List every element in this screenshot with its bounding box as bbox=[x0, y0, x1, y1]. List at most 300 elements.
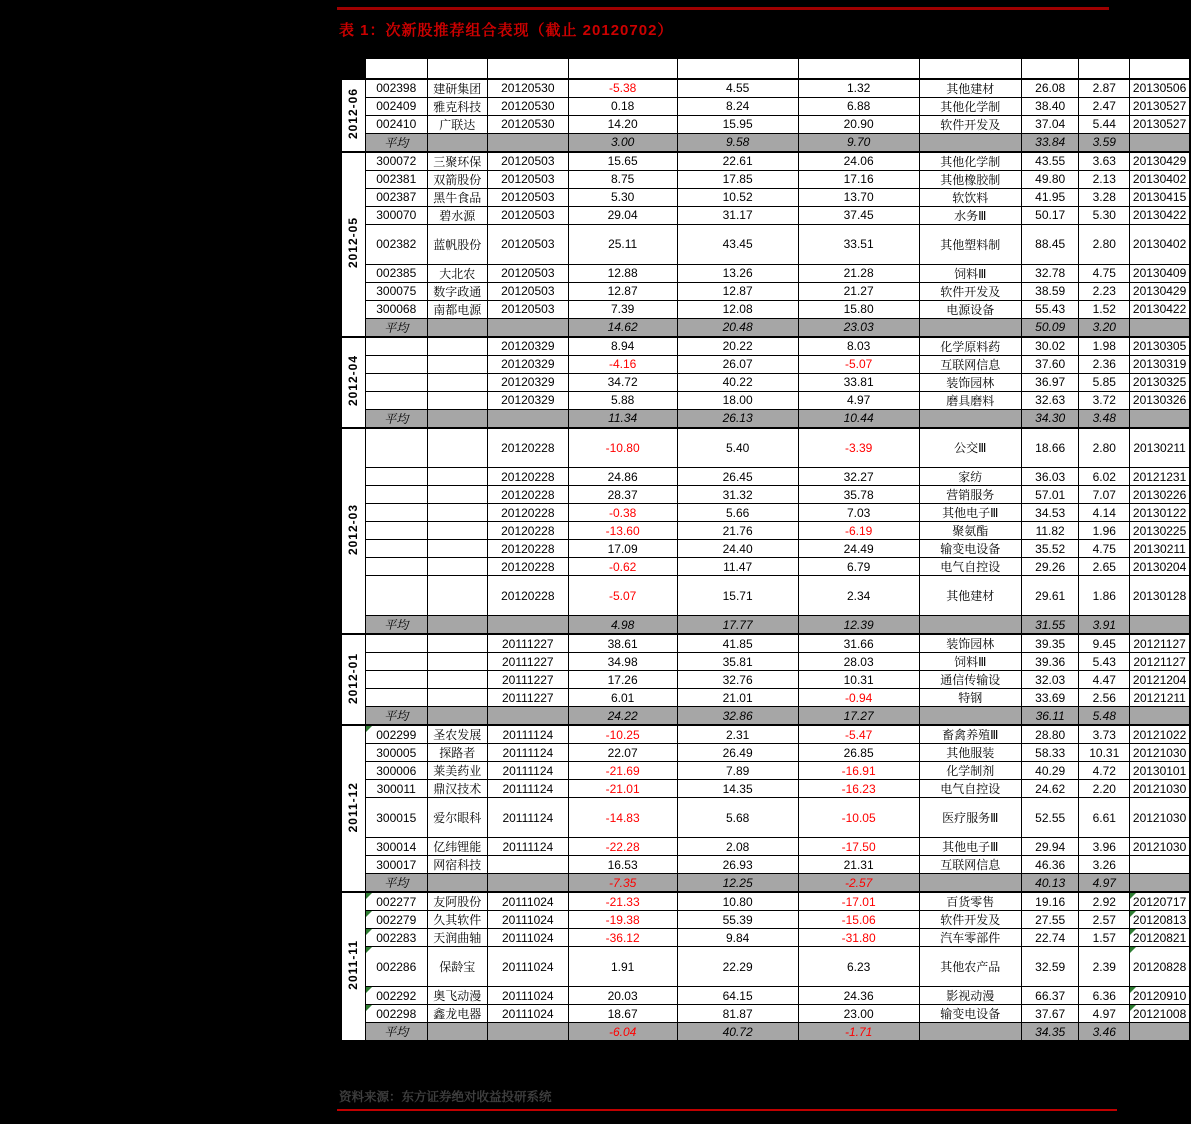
cell-pb: 1.52 bbox=[1079, 300, 1130, 318]
cell-pb: 6.36 bbox=[1079, 987, 1130, 1005]
cell-unlock: 20121030 bbox=[1130, 780, 1190, 798]
cell-max-chg: 2.08 bbox=[677, 838, 798, 856]
avg-chg: 14.62 bbox=[568, 318, 677, 337]
cell-code bbox=[365, 540, 427, 558]
cell-code: 002381 bbox=[365, 170, 427, 188]
cell-chg: 17.09 bbox=[568, 540, 677, 558]
cell-industry: 软件开发及 bbox=[919, 911, 1021, 929]
avg-industry bbox=[919, 1023, 1021, 1042]
avg-chg: 4.98 bbox=[568, 616, 677, 635]
cell-unlock: 20121030 bbox=[1130, 744, 1190, 762]
avg-excess: -2.57 bbox=[798, 874, 919, 893]
bottom-divider bbox=[337, 1109, 1117, 1111]
cell-chg: 18.67 bbox=[568, 1005, 677, 1023]
avg-name bbox=[427, 1023, 487, 1042]
cell-code bbox=[365, 373, 427, 391]
avg-excess: -1.71 bbox=[798, 1023, 919, 1042]
cell-name bbox=[427, 576, 487, 616]
cell-max-chg: 10.52 bbox=[677, 188, 798, 206]
cell-name: 奥飞动漫 bbox=[427, 987, 487, 1005]
cell-pb: 3.73 bbox=[1079, 725, 1130, 744]
cell-excess: -17.50 bbox=[798, 838, 919, 856]
table-row bbox=[341, 653, 1190, 671]
cell-excess: 32.27 bbox=[798, 468, 919, 486]
avg-industry bbox=[919, 409, 1021, 428]
cell-excess: 28.03 bbox=[798, 653, 919, 671]
cell-pe: 57.01 bbox=[1021, 486, 1078, 504]
cell-unlock: 20130226 bbox=[1130, 486, 1190, 504]
avg-rec-date bbox=[487, 616, 568, 635]
cell-industry: 其他服装 bbox=[919, 744, 1021, 762]
cell-rec-date: 20120503 bbox=[487, 264, 568, 282]
cell-rec-date: 20111124 bbox=[487, 780, 568, 798]
cell-rec-date: 20120228 bbox=[487, 576, 568, 616]
cell-chg: 29.04 bbox=[568, 206, 677, 224]
cell-name bbox=[427, 428, 487, 468]
table-row bbox=[341, 486, 1190, 504]
cell-max-chg: 26.45 bbox=[677, 468, 798, 486]
cell-rec-date: 20120503 bbox=[487, 152, 568, 171]
month-label: 2012-06 bbox=[341, 79, 365, 152]
average-row bbox=[341, 133, 1190, 152]
col-header-name: 简称 bbox=[427, 58, 487, 79]
avg-code: 平均 bbox=[365, 874, 427, 893]
cell-unlock: 20130415 bbox=[1130, 188, 1190, 206]
cell-industry: 通信传输设 bbox=[919, 671, 1021, 689]
cell-chg: 12.87 bbox=[568, 282, 677, 300]
cell-code: 002382 bbox=[365, 224, 427, 264]
cell-rec-date: 20120503 bbox=[487, 170, 568, 188]
cell-pe: 30.02 bbox=[1021, 337, 1078, 356]
cell-name: 雅克科技 bbox=[427, 97, 487, 115]
avg-industry bbox=[919, 133, 1021, 152]
cell-name bbox=[427, 689, 487, 707]
cell-pe: 88.45 bbox=[1021, 224, 1078, 264]
cell-pe: 32.03 bbox=[1021, 671, 1078, 689]
cell-industry: 其他电子Ⅲ bbox=[919, 504, 1021, 522]
col-header-code: 交易代码 bbox=[365, 58, 427, 79]
table-row bbox=[341, 282, 1190, 300]
cell-rec-date: 20120503 bbox=[487, 206, 568, 224]
avg-code: 平均 bbox=[365, 318, 427, 337]
cell-pe: 40.29 bbox=[1021, 762, 1078, 780]
cell-excess: 6.88 bbox=[798, 97, 919, 115]
cell-pb: 5.43 bbox=[1079, 653, 1130, 671]
cell-unlock: 20121127 bbox=[1130, 634, 1190, 653]
cell-name bbox=[427, 486, 487, 504]
cell-excess: 8.03 bbox=[798, 337, 919, 356]
cell-excess: 1.32 bbox=[798, 79, 919, 98]
table-row bbox=[341, 671, 1190, 689]
cell-unlock: 20120717 bbox=[1130, 892, 1190, 911]
avg-max-chg: 9.58 bbox=[677, 133, 798, 152]
cell-rec-date: 20111024 bbox=[487, 987, 568, 1005]
cell-chg: 14.20 bbox=[568, 115, 677, 133]
avg-rec-date bbox=[487, 409, 568, 428]
cell-name: 大北农 bbox=[427, 264, 487, 282]
cell-industry: 其他橡胶制 bbox=[919, 170, 1021, 188]
table-row bbox=[341, 558, 1190, 576]
cell-chg: 5.88 bbox=[568, 391, 677, 409]
cell-max-chg: 31.32 bbox=[677, 486, 798, 504]
cell-industry: 其他塑料制 bbox=[919, 224, 1021, 264]
month-label: 2012-05 bbox=[341, 152, 365, 337]
cell-code: 300006 bbox=[365, 762, 427, 780]
avg-pb: 5.48 bbox=[1079, 707, 1130, 726]
cell-name: 爱尔眼科 bbox=[427, 798, 487, 838]
cell-rec-date: 20111024 bbox=[487, 911, 568, 929]
cell-pb: 10.31 bbox=[1079, 744, 1130, 762]
cell-name bbox=[427, 558, 487, 576]
cell-industry: 电气自控设 bbox=[919, 780, 1021, 798]
avg-industry bbox=[919, 707, 1021, 726]
cell-code: 300017 bbox=[365, 856, 427, 874]
cell-pe: 33.69 bbox=[1021, 689, 1078, 707]
cell-excess: -31.80 bbox=[798, 929, 919, 947]
cell-name: 网宿科技 bbox=[427, 856, 487, 874]
cell-chg: -21.69 bbox=[568, 762, 677, 780]
avg-max-chg: 12.25 bbox=[677, 874, 798, 893]
average-row bbox=[341, 616, 1190, 635]
cell-pe: 27.55 bbox=[1021, 911, 1078, 929]
cell-name bbox=[427, 522, 487, 540]
cell-industry: 电气自控设 bbox=[919, 558, 1021, 576]
cell-code bbox=[365, 504, 427, 522]
col-header-excess: 推荐至今超 额收益(%) bbox=[798, 58, 919, 79]
cell-chg: 8.75 bbox=[568, 170, 677, 188]
cell-excess: -0.94 bbox=[798, 689, 919, 707]
cell-code: 300011 bbox=[365, 780, 427, 798]
table-row bbox=[341, 689, 1190, 707]
cell-industry: 水务Ⅲ bbox=[919, 206, 1021, 224]
cell-name: 数字政通 bbox=[427, 282, 487, 300]
cell-excess: 21.31 bbox=[798, 856, 919, 874]
cell-chg: 20.03 bbox=[568, 987, 677, 1005]
table-title: 表 1：次新股推荐组合表现（截止 20120702） bbox=[339, 22, 674, 39]
cell-industry: 其他建材 bbox=[919, 576, 1021, 616]
table-row bbox=[341, 838, 1190, 856]
cell-unlock: 20130409 bbox=[1130, 264, 1190, 282]
avg-pe: 36.11 bbox=[1021, 707, 1078, 726]
cell-chg: 5.30 bbox=[568, 188, 677, 206]
cell-chg: 34.98 bbox=[568, 653, 677, 671]
cell-pe: 38.40 bbox=[1021, 97, 1078, 115]
cell-pe: 39.36 bbox=[1021, 653, 1078, 671]
cell-pe: 32.59 bbox=[1021, 947, 1078, 987]
cell-max-chg: 11.47 bbox=[677, 558, 798, 576]
cell-pb: 2.80 bbox=[1079, 224, 1130, 264]
avg-rec-date bbox=[487, 874, 568, 893]
cell-unlock: 20121231 bbox=[1130, 468, 1190, 486]
avg-unlock bbox=[1130, 874, 1190, 893]
cell-code bbox=[365, 522, 427, 540]
cell-unlock: 20130527 bbox=[1130, 115, 1190, 133]
cell-rec-date: 20111024 bbox=[487, 1005, 568, 1023]
cell-chg: -14.83 bbox=[568, 798, 677, 838]
cell-excess: 13.70 bbox=[798, 188, 919, 206]
avg-name bbox=[427, 707, 487, 726]
cell-excess: 21.28 bbox=[798, 264, 919, 282]
cell-chg: 22.07 bbox=[568, 744, 677, 762]
cell-pb: 5.44 bbox=[1079, 115, 1130, 133]
table-row bbox=[341, 762, 1190, 780]
cell-code bbox=[365, 391, 427, 409]
cell-pb: 2.87 bbox=[1079, 79, 1130, 98]
avg-chg: 3.00 bbox=[568, 133, 677, 152]
cell-rec-date: 20111227 bbox=[487, 689, 568, 707]
cell-rec-date: 20120329 bbox=[487, 373, 568, 391]
cell-name: 碧水源 bbox=[427, 206, 487, 224]
cell-pb: 5.85 bbox=[1079, 373, 1130, 391]
table-row bbox=[341, 744, 1190, 762]
cell-industry: 其他电子Ⅲ bbox=[919, 838, 1021, 856]
cell-max-chg: 13.26 bbox=[677, 264, 798, 282]
cell-pb: 1.57 bbox=[1079, 929, 1130, 947]
cell-unlock: 20130204 bbox=[1130, 558, 1190, 576]
cell-excess: 24.36 bbox=[798, 987, 919, 1005]
cell-pe: 29.26 bbox=[1021, 558, 1078, 576]
cell-code: 300070 bbox=[365, 206, 427, 224]
corner-cell bbox=[341, 58, 365, 79]
cell-code bbox=[365, 689, 427, 707]
cell-chg: 16.53 bbox=[568, 856, 677, 874]
avg-pb: 3.46 bbox=[1079, 1023, 1130, 1042]
avg-unlock bbox=[1130, 409, 1190, 428]
cell-pe: 58.33 bbox=[1021, 744, 1078, 762]
cell-industry: 化学原料药 bbox=[919, 337, 1021, 356]
avg-unlock bbox=[1130, 616, 1190, 635]
cell-max-chg: 81.87 bbox=[677, 1005, 798, 1023]
cell-rec-date: 20120228 bbox=[487, 558, 568, 576]
cell-pb: 3.28 bbox=[1079, 188, 1130, 206]
cell-max-chg: 32.76 bbox=[677, 671, 798, 689]
cell-excess: -5.47 bbox=[798, 725, 919, 744]
cell-code: 002283 bbox=[365, 929, 427, 947]
cell-max-chg: 15.71 bbox=[677, 576, 798, 616]
cell-industry: 磨具磨料 bbox=[919, 391, 1021, 409]
cell-max-chg: 20.22 bbox=[677, 337, 798, 356]
cell-excess: -15.06 bbox=[798, 911, 919, 929]
avg-unlock bbox=[1130, 707, 1190, 726]
cell-chg: 17.26 bbox=[568, 671, 677, 689]
table-row bbox=[341, 987, 1190, 1005]
cell-rec-date: 20120228 bbox=[487, 522, 568, 540]
col-header-pb: PB bbox=[1079, 58, 1130, 79]
cell-excess: 4.97 bbox=[798, 391, 919, 409]
cell-pe: 28.80 bbox=[1021, 725, 1078, 744]
cell-rec-date: 20111024 bbox=[487, 929, 568, 947]
cell-name: 黑牛食品 bbox=[427, 188, 487, 206]
cell-industry: 其他农产品 bbox=[919, 947, 1021, 987]
month-label: 2012-01 bbox=[341, 634, 365, 725]
cell-unlock: 20130429 bbox=[1130, 152, 1190, 171]
cell-unlock: 20130506 bbox=[1130, 79, 1190, 98]
cell-industry: 饲料Ⅲ bbox=[919, 653, 1021, 671]
cell-rec-date: 20120228 bbox=[487, 486, 568, 504]
table-row bbox=[341, 115, 1190, 133]
cell-industry: 百货零售 bbox=[919, 892, 1021, 911]
cell-rec-date: 20111124 bbox=[487, 762, 568, 780]
avg-name bbox=[427, 874, 487, 893]
table-row bbox=[341, 911, 1190, 929]
cell-name: 鼎汉技术 bbox=[427, 780, 487, 798]
cell-pe: 32.63 bbox=[1021, 391, 1078, 409]
cell-pb: 7.07 bbox=[1079, 486, 1130, 504]
cell-max-chg: 43.45 bbox=[677, 224, 798, 264]
average-row bbox=[341, 874, 1190, 893]
cell-name: 莱美药业 bbox=[427, 762, 487, 780]
cell-excess: -10.05 bbox=[798, 798, 919, 838]
cell-rec-date: 20120530 bbox=[487, 97, 568, 115]
avg-name bbox=[427, 409, 487, 428]
cell-industry: 营销服务 bbox=[919, 486, 1021, 504]
avg-max-chg: 17.77 bbox=[677, 616, 798, 635]
cell-max-chg: 5.68 bbox=[677, 798, 798, 838]
avg-excess: 10.44 bbox=[798, 409, 919, 428]
avg-rec-date bbox=[487, 1023, 568, 1042]
cell-unlock: 20121127 bbox=[1130, 653, 1190, 671]
cell-name: 天润曲轴 bbox=[427, 929, 487, 947]
cell-excess: 35.78 bbox=[798, 486, 919, 504]
avg-pe: 34.35 bbox=[1021, 1023, 1078, 1042]
table-row bbox=[341, 224, 1190, 264]
cell-industry: 畜禽养殖Ⅲ bbox=[919, 725, 1021, 744]
table-row bbox=[341, 634, 1190, 653]
cell-pe: 46.36 bbox=[1021, 856, 1078, 874]
cell-name bbox=[427, 468, 487, 486]
cell-rec-date: 20111227 bbox=[487, 671, 568, 689]
table-row bbox=[341, 576, 1190, 616]
avg-code: 平均 bbox=[365, 409, 427, 428]
cell-rec-date: 20120228 bbox=[487, 504, 568, 522]
table-row bbox=[341, 355, 1190, 373]
avg-pe: 33.84 bbox=[1021, 133, 1078, 152]
cell-rec-date: 20111124 bbox=[487, 798, 568, 838]
cell-unlock: 20121030 bbox=[1130, 838, 1190, 856]
cell-pe: 18.66 bbox=[1021, 428, 1078, 468]
cell-chg: -0.38 bbox=[568, 504, 677, 522]
table-row bbox=[341, 798, 1190, 838]
cell-industry: 软件开发及 bbox=[919, 282, 1021, 300]
cell-pb: 3.96 bbox=[1079, 838, 1130, 856]
cell-unlock: 20121211 bbox=[1130, 689, 1190, 707]
cell-rec-date: 20120503 bbox=[487, 188, 568, 206]
avg-rec-date bbox=[487, 133, 568, 152]
cell-excess: 26.85 bbox=[798, 744, 919, 762]
cell-name: 友阿股份 bbox=[427, 892, 487, 911]
cell-chg: -0.62 bbox=[568, 558, 677, 576]
cell-code: 002286 bbox=[365, 947, 427, 987]
cell-pe: 38.59 bbox=[1021, 282, 1078, 300]
cell-max-chg: 8.24 bbox=[677, 97, 798, 115]
average-row bbox=[341, 1023, 1190, 1042]
cell-rec-date: 20120530 bbox=[487, 79, 568, 98]
avg-pb: 4.97 bbox=[1079, 874, 1130, 893]
average-row bbox=[341, 318, 1190, 337]
cell-unlock: 20130211 bbox=[1130, 428, 1190, 468]
cell-pb: 2.47 bbox=[1079, 97, 1130, 115]
cell-pe: 22.74 bbox=[1021, 929, 1078, 947]
cell-industry: 汽车零部件 bbox=[919, 929, 1021, 947]
month-label: 2012-04 bbox=[341, 337, 365, 428]
avg-unlock bbox=[1130, 318, 1190, 337]
cell-chg: 15.65 bbox=[568, 152, 677, 171]
cell-code bbox=[365, 634, 427, 653]
month-label: 2012-03 bbox=[341, 428, 365, 635]
cell-pe: 55.43 bbox=[1021, 300, 1078, 318]
avg-unlock bbox=[1130, 133, 1190, 152]
avg-rec-date bbox=[487, 318, 568, 337]
cell-rec-date: 20111024 bbox=[487, 892, 568, 911]
cell-unlock: 20120813 bbox=[1130, 911, 1190, 929]
cell-pb: 2.56 bbox=[1079, 689, 1130, 707]
cell-max-chg: 12.08 bbox=[677, 300, 798, 318]
cell-excess: 15.80 bbox=[798, 300, 919, 318]
cell-industry: 医疗服务Ⅲ bbox=[919, 798, 1021, 838]
cell-code: 300014 bbox=[365, 838, 427, 856]
cell-industry: 其他建材 bbox=[919, 79, 1021, 98]
cell-max-chg: 26.93 bbox=[677, 856, 798, 874]
cell-code: 002292 bbox=[365, 987, 427, 1005]
avg-pb: 3.20 bbox=[1079, 318, 1130, 337]
cell-chg: -22.28 bbox=[568, 838, 677, 856]
cell-name: 久其软件 bbox=[427, 911, 487, 929]
cell-max-chg: 5.66 bbox=[677, 504, 798, 522]
cell-pe: 11.82 bbox=[1021, 522, 1078, 540]
header-row bbox=[341, 58, 1190, 79]
cell-code bbox=[365, 355, 427, 373]
cell-unlock: 20120828 bbox=[1130, 947, 1190, 987]
cell-pe: 32.78 bbox=[1021, 264, 1078, 282]
cell-name: 亿纬锂能 bbox=[427, 838, 487, 856]
cell-rec-date: 20111124 bbox=[487, 838, 568, 856]
cell-code bbox=[365, 653, 427, 671]
table-row bbox=[341, 892, 1190, 911]
cell-max-chg: 26.49 bbox=[677, 744, 798, 762]
cell-pb: 1.98 bbox=[1079, 337, 1130, 356]
cell-pb: 3.63 bbox=[1079, 152, 1130, 171]
table-row bbox=[341, 929, 1190, 947]
avg-rec-date bbox=[487, 707, 568, 726]
cell-chg: -5.07 bbox=[568, 576, 677, 616]
cell-pb: 2.39 bbox=[1079, 947, 1130, 987]
cell-chg: -19.38 bbox=[568, 911, 677, 929]
cell-industry: 软饮料 bbox=[919, 188, 1021, 206]
avg-pb: 3.59 bbox=[1079, 133, 1130, 152]
cell-chg: 28.37 bbox=[568, 486, 677, 504]
cell-chg: -36.12 bbox=[568, 929, 677, 947]
cell-chg: -5.38 bbox=[568, 79, 677, 98]
cell-excess: 24.49 bbox=[798, 540, 919, 558]
cell-excess: 37.45 bbox=[798, 206, 919, 224]
cell-rec-date: 20120228 bbox=[487, 468, 568, 486]
cell-unlock: 20130305 bbox=[1130, 337, 1190, 356]
cell-chg: -10.80 bbox=[568, 428, 677, 468]
cell-max-chg: 35.81 bbox=[677, 653, 798, 671]
cell-code: 300072 bbox=[365, 152, 427, 171]
table-row bbox=[341, 428, 1190, 468]
cell-max-chg: 55.39 bbox=[677, 911, 798, 929]
cell-pb: 4.47 bbox=[1079, 671, 1130, 689]
cell-industry: 聚氨酯 bbox=[919, 522, 1021, 540]
average-row bbox=[341, 409, 1190, 428]
table-row bbox=[341, 97, 1190, 115]
cell-chg: 38.61 bbox=[568, 634, 677, 653]
avg-name bbox=[427, 133, 487, 152]
cell-pe: 36.97 bbox=[1021, 373, 1078, 391]
cell-pe: 41.95 bbox=[1021, 188, 1078, 206]
cell-industry: 软件开发及 bbox=[919, 115, 1021, 133]
